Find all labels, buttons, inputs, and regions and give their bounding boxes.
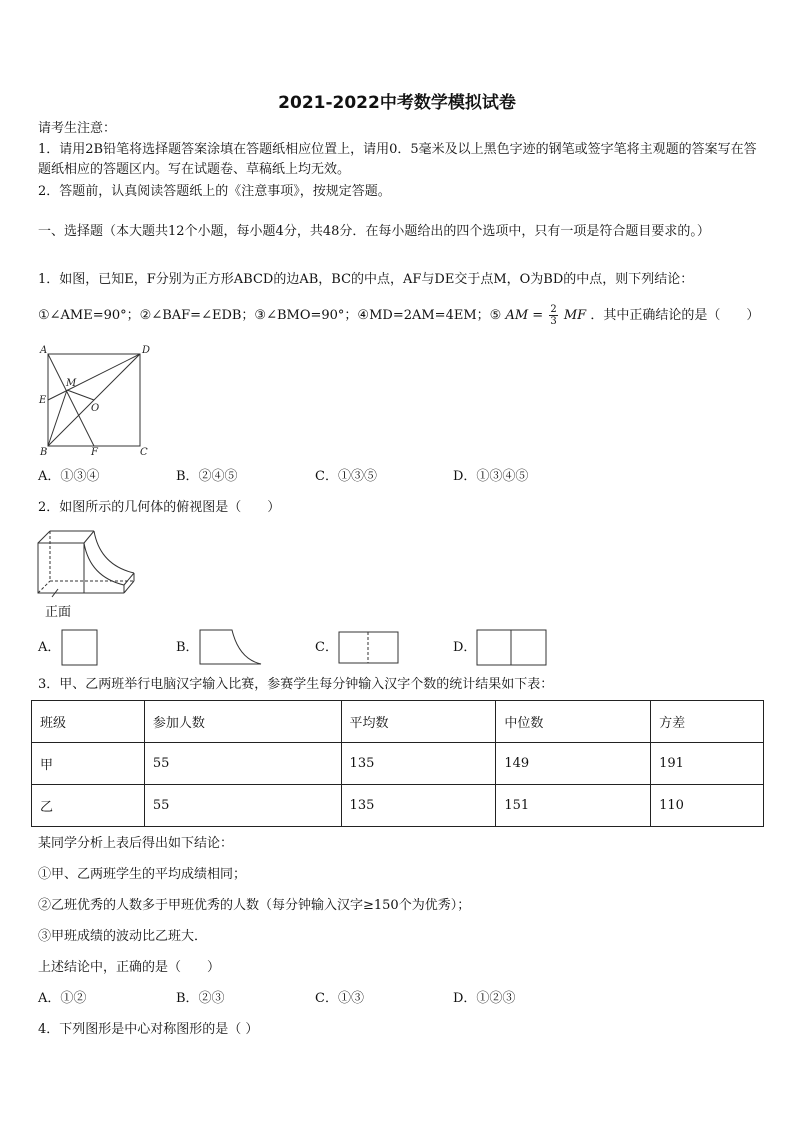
notice-item-1: 1．请用2B铅笔将选择题答案涂填在答题纸相应位置上，请用0．5毫米及以上黑色字迹的钢笔或签字笔将主观题的答案写在答题纸相应的答题区内。写在试题卷、草稿纸上均无效。 <box>38 142 757 177</box>
q3-analysis: 某同学分析上表后得出如下结论： <box>38 836 234 851</box>
label-d: D <box>142 345 151 356</box>
q1-option-a[interactable]: A．①③④ <box>38 469 100 484</box>
q2-option-b-shape[interactable] <box>199 629 263 667</box>
q2-option-c-shape[interactable] <box>338 631 400 665</box>
q1-eq-left: AM = <box>505 308 544 323</box>
q3-conclusion-2: ②乙班优秀的人数多于甲班优秀的人数（每分钟输入汉字≥150个为优秀）； <box>38 898 471 913</box>
label-m: M <box>66 378 77 389</box>
segment-mo <box>67 390 94 400</box>
q1-square-figure <box>36 342 156 457</box>
q1-fraction <box>549 304 557 327</box>
label-c: C <box>140 447 148 457</box>
table-cell: 151 <box>496 785 651 827</box>
q3-option-c[interactable]: C．①③ <box>315 991 364 1006</box>
q3-question: 上述结论中，正确的是（ ） <box>38 960 221 975</box>
label-a: A <box>40 345 48 356</box>
q3-option-b[interactable]: B．②③ <box>176 991 225 1006</box>
q3-stats-table <box>31 700 764 827</box>
table-header-row <box>32 701 764 743</box>
table-header-cell: 平均数 <box>341 701 496 743</box>
label-f: F <box>91 447 98 457</box>
q2-option-c[interactable]: C． <box>315 640 338 655</box>
q1-stem: 1．如图，已知E，F分别为正方形ABCD的边AB，BC的中点，AF与DE交于点M，O为BD的中点，则下列结论： <box>38 272 694 287</box>
label-o: O <box>91 403 100 414</box>
table-row <box>32 743 764 785</box>
label-b: B <box>40 447 48 457</box>
q1-frac-den: 3 <box>550 316 557 327</box>
table-cell: 135 <box>341 785 496 827</box>
q2-stem: 2．如图所示的几何体的俯视图是（ ） <box>38 500 281 515</box>
table-cell: 55 <box>144 743 341 785</box>
q3-stem: 3．甲、乙两班举行电脑汉字输入比赛，参赛学生每分钟输入汉字个数的统计结果如下表： <box>38 677 554 692</box>
table-header-cell: 中位数 <box>496 701 651 743</box>
table-header-cell: 班级 <box>32 701 145 743</box>
q1-conclusions <box>38 304 759 327</box>
q3-option-d[interactable]: D．①②③ <box>453 991 516 1006</box>
solid-curve-front <box>84 543 124 585</box>
table-cell: 甲 <box>32 743 145 785</box>
solid-curve-back <box>94 531 134 573</box>
q2-option-a[interactable]: A． <box>38 640 61 655</box>
notice-heading: 请考生注意： <box>38 121 117 136</box>
label-e: E <box>39 395 47 406</box>
q1-eq-right: MF <box>563 308 587 323</box>
q2-solid-figure <box>34 527 144 599</box>
table-cell: 191 <box>651 743 764 785</box>
q2-option-b[interactable]: B． <box>176 640 199 655</box>
table-header-cell: 方差 <box>651 701 764 743</box>
segment-de <box>48 354 140 400</box>
q2-front-label: 正面 <box>45 605 72 620</box>
q1-option-d[interactable]: D．①③④⑤ <box>453 469 529 484</box>
table-cell: 149 <box>496 743 651 785</box>
q1-conclusions-part-a: ①∠AME=90°；②∠BAF=∠EDB；③∠BMO=90°；④MD=2AM=4EM；⑤ <box>38 308 502 323</box>
table-header-cell: 参加人数 <box>144 701 341 743</box>
section-1-heading: 一、选择题（本大题共12个小题，每小题4分，共48分．在每小题给出的四个选项中，只有一项是符合题目要求的。） <box>38 224 710 239</box>
q1-conclusions-part-b: ．其中正确结论的是（ ） <box>590 308 760 323</box>
q3-conclusion-3: ③甲班成绩的波动比乙班大． <box>38 929 208 944</box>
q1-option-c[interactable]: C．①③⑤ <box>315 469 377 484</box>
table-row <box>32 785 764 827</box>
table-cell: 乙 <box>32 785 145 827</box>
q4-stem: 4．下列图形是中心对称图形的是（ ） <box>38 1022 259 1037</box>
q1-frac-num: 2 <box>550 304 557 315</box>
q3-conclusion-1: ①甲、乙两班学生的平均成绩相同； <box>38 867 247 882</box>
solid-edge-3 <box>84 531 94 543</box>
q3-option-a[interactable]: A．①② <box>38 991 87 1006</box>
table-cell: 110 <box>651 785 764 827</box>
segment-af <box>48 354 94 446</box>
q2-option-d[interactable]: D． <box>453 640 477 655</box>
solid-edge-1 <box>38 531 50 543</box>
table-cell: 55 <box>144 785 341 827</box>
table-cell: 135 <box>341 743 496 785</box>
q1-option-b[interactable]: B．②④⑤ <box>176 469 238 484</box>
page-title: 2021-2022中考数学模拟试卷 <box>278 93 516 113</box>
q2-option-a-shape[interactable] <box>61 629 99 667</box>
q2-option-d-shape[interactable] <box>476 629 548 667</box>
notice-item-2: 2．答题前，认真阅读答题纸上的《注意事项》，按规定答题。 <box>38 184 391 199</box>
solid-hidden-edge-3 <box>38 581 50 593</box>
